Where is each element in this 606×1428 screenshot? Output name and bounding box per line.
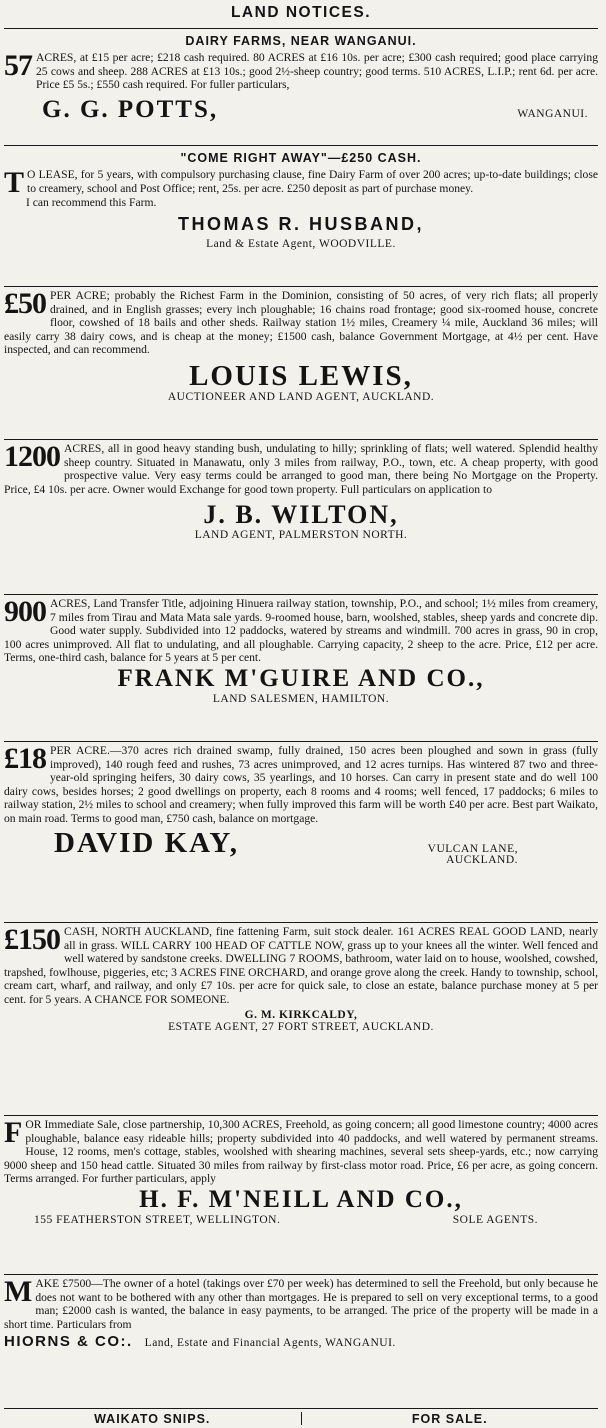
divider <box>4 594 598 595</box>
ad-waikato-swamp <box>4 744 598 920</box>
ad-text: AKE £7500—The owner of a hotel (takings over £70 per week) has determined to sell the Freehold, but only because he does not want to be bothered with any other than mortgages. He is prepared to sell on very exceptional terms, to a good man; £2000 cash is wanted, the balance in easy payments, to be arranged. The price of the property will be made in a short time. Particulars from <box>4 1277 598 1331</box>
ad-signature <box>4 1333 598 1351</box>
divider <box>4 922 598 923</box>
ad-hinuera-farm <box>4 597 598 739</box>
agent-name: J. B. WILTON, <box>203 500 399 530</box>
footer-bar <box>4 1408 598 1428</box>
ad-dropcap: 57 <box>4 49 32 82</box>
agent-name: FRANK M'GUIRE AND CO., <box>117 664 485 692</box>
ad-text: PER ACRE.—370 acres rich drained swamp, fully drained, 150 acres been ploughed and sown in grass (fully improved), 140 rough feed and rushes, 73 acres unimproved, and 12 acres turnips. Has wintered 87 two and three-year-old springing heifers, 30 dairy cows, 35 yearlings, and 10 horses. Can carry in present state and do well 100 dairy cows, besides horses; 2 good dwellings on property, each 8 rooms and 4 rooms; well fenced, 17 paddocks; 6 miles to railway station, 2½ miles to school and creamery; when fully improved this farm will be worth £40 per acre. Best part Waikato, on main road. Terms to good man, £750 cash, balance on mortgage. <box>4 744 598 825</box>
ad-text: PER ACRE; probably the Richest Farm in the Dominion, consisting of 50 acres, of very rich flats; all properly drained, and in English grasses; every inch ploughable; 16 chains road frontage; good six-roomed house, concrete floor, cowshed of 18 bails and other sheds. Railway station 1½ miles, Creamery ¼ mile, Auckland 36 miles; will easily carry 38 dairy cows, and is cheap at the money; £1500 cash, balance Government Mortgage, at 4½ per cent. Have inspected, and can recommend. <box>4 289 598 357</box>
ad-body <box>4 925 598 1007</box>
agent-place: LAND SALESMEN, HAMILTON. <box>212 692 390 705</box>
ad-text: ACRES, all in good heavy standing bush, undulating to hilly; sprinkling of flats; well watered. Splendid healthy sheep country. Situated in Manawatu, only 3 miles from railway, P.O., town, etc. A cheap property, with good prospective value. Very easy terms could be arranged to good man, there being No Mortgage on the Property. Price, £4 10s. per acre. Owner would Exchange for good town property. Full particulars on application to <box>4 442 598 496</box>
ad-headline: DAIRY FARMS, NEAR WANGANUI. <box>185 34 417 48</box>
ad-hotel-freehold <box>4 1277 598 1385</box>
agent-place: ESTATE AGENT, 27 FORT STREET, AUCKLAND. <box>168 1020 434 1033</box>
ad-dropcap: T <box>4 166 24 199</box>
footer-heading-left: WAIKATO SNIPS. <box>94 1412 211 1426</box>
agent-name: DAVID KAY, <box>54 826 239 859</box>
ad-body <box>4 289 598 357</box>
masthead: LAND NOTICES. <box>230 4 372 21</box>
agent-place: AUCTIONEER AND LAND AGENT, AUCKLAND. <box>167 390 435 403</box>
ad-dropcap: F <box>4 1118 22 1149</box>
ad-richest-farm <box>4 289 598 437</box>
agent-place: Land & Estate Agent, WOODVILLE. <box>206 237 396 250</box>
agent-name: H. F. M'NEILL AND CO., <box>139 1185 463 1213</box>
ad-headline: "COME RIGHT AWAY"—£250 CASH. <box>180 151 422 165</box>
ad-dairy-farms-wanganui <box>4 31 598 143</box>
ad-text: CASH, NORTH AUCKLAND, fine fattening Farm, suit stock dealer. 161 ACRES REAL GOOD LAND, nearly all in grass. WILL CARRY 100 HEAD OF CATTLE NOW, grass up to your knees all the winter. Well fenced and well watered by sandstone creeks. DWELLING 7 ROOMS, bathroom, water laid on to house, woolshed, cowshed, trapshed, fowlhouse, piggeries, etc; 3 ACRES FINE ORCHARD, and orange grove along the creek. Handy to township, school, cream cart, wharf, and railway, and only £7 10s. per acre for quick sale, to close an estate, balance purchase money at 5 per cent. for 5 years. A CHANCE FOR SOMEONE. <box>4 925 598 1006</box>
divider <box>4 286 598 287</box>
ad-signature <box>4 1214 598 1226</box>
ad-body <box>4 51 598 92</box>
ad-text: OR Immediate Sale, close partnership, 10,300 ACRES, Freehold, as going concern; all good limestone country; 4000 acres ploughable, balance easy rideable hills; property subdivided into 40 paddocks, and well watered by permanent streams. House, 12 rooms, men's cottage, stables, woolshed with shearing machines, several sets sheep-yards, etc.; now carrying 9000 sheep and 150 head cattle. Situated 30 miles from railway by first-class motor road. Price, £6 per acre, as going concern. Terms arranged. For further particulars, apply <box>4 1118 598 1186</box>
ad-text: O LEASE, for 5 years, with compulsory purchasing clause, fine Dairy Farm of over 200 acres; up-to-date buildings; close to creamery, school and Post Office; rent, 25s. per acre. £250 deposit as part of purchase money. <box>27 168 598 195</box>
ad-manawatu-bush <box>4 442 598 592</box>
ad-body <box>4 597 598 665</box>
agent-street: VULCAN LANE, <box>427 842 518 855</box>
agent-place: WANGANUI. <box>517 107 588 120</box>
ad-body <box>4 744 598 826</box>
agent-place: 155 FEATHERSTON STREET, WELLINGTON. <box>34 1213 281 1226</box>
agent-place: AUCKLAND. <box>446 853 518 866</box>
divider <box>4 1115 598 1116</box>
ad-signature <box>4 96 598 124</box>
footer-heading-right: FOR SALE. <box>411 1412 488 1426</box>
ad-body <box>4 442 598 496</box>
ad-come-right-away <box>4 148 598 284</box>
agent-name: HIORNS & CO:. <box>4 1333 133 1351</box>
ad-body <box>4 168 598 210</box>
ad-body <box>4 1118 598 1186</box>
ad-body <box>4 1277 598 1331</box>
agent-name: G. G. POTTS, <box>42 95 219 123</box>
agent-name: THOMAS R. HUSBAND, <box>178 213 424 234</box>
divider <box>4 439 598 440</box>
agent-name: LOUIS LEWIS, <box>189 359 413 392</box>
agent-name: G. M. KIRKCALDY, <box>244 1008 358 1021</box>
agent-place: Land, Estate and Financial Agents, WANGANUI. <box>144 1337 396 1350</box>
agent-place: LAND AGENT, PALMERSTON NORTH. <box>194 529 408 542</box>
ad-dropcap: £150 <box>4 925 60 956</box>
ad-dropcap: M <box>4 1277 32 1308</box>
ad-text: ACRES, Land Transfer Title, adjoining Hinuera railway station, township, P.O., and school; 1½ miles from creamery, 7 miles from Tirau and Mata Mata sale yards. 9-roomed house, barn, woolshed, stables, sheep yards and concrete dip. Good water supply. Subdivided into 12 paddocks, watered by streams and windmill. 700 acres in grass, 90 in crop, 100 acres unimproved. All flat to undulating, and all ploughable. Carrying capacity, 2 sheep to the acre. Price, £12 per acre. Terms, one-third cash, balance for 5 years at 5 per cent. <box>4 597 598 665</box>
ad-dropcap: £50 <box>4 289 46 320</box>
ad-dropcap: £18 <box>4 744 46 775</box>
ad-north-auckland <box>4 925 598 1113</box>
ad-dropcap: 900 <box>4 597 46 628</box>
ad-text: ACRES, at £15 per acre; £218 cash required. 80 ACRES at £16 10s. per acre; £300 cash required; good place carrying 25 cows and sheep. 288 ACRES at £13 10s.; good 2½-sheep country; good terms. 510 ACRES, L.I.P.; rent 6d. per acre. Price £5 5s.; £550 cash required. For fuller particulars, <box>36 51 598 92</box>
divider <box>4 1274 598 1275</box>
agent-role: SOLE AGENTS. <box>452 1213 538 1226</box>
divider <box>4 28 598 29</box>
divider <box>4 741 598 742</box>
ad-dropcap: 1200 <box>4 442 60 473</box>
ad-text-extra: I can recommend this Farm. <box>26 196 157 209</box>
divider <box>4 145 598 146</box>
ad-freehold-partnership <box>4 1118 598 1272</box>
